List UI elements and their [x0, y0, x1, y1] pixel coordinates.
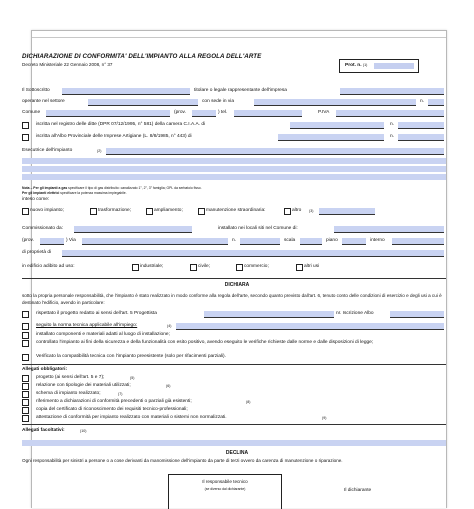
prov-field[interactable]	[192, 110, 216, 117]
dichiara-item-controllato	[22, 339, 446, 353]
tel-label: ) tel.	[218, 110, 228, 115]
ampliamento-label: ampliamento;	[154, 208, 183, 213]
dichiara-item-norma	[22, 323, 446, 331]
note-gas-bold: Nota – Per gli impianti a gas	[22, 186, 68, 190]
componenti-label: installato componenti e materiali adatti al luogo di installazione;	[36, 332, 170, 337]
note-elettrici-text: specificare la potenza massima impiegabile.	[59, 191, 127, 195]
responsabile-tecnico-label: Il responsabile tecnico	[202, 479, 248, 484]
altri-usi-label: altri usi	[304, 264, 320, 269]
allegato-relazione	[22, 383, 446, 390]
indirizzo-via-field[interactable]	[82, 238, 228, 245]
registro-n-label: n.	[390, 122, 395, 127]
note-gas	[22, 186, 202, 190]
form-title: DICHIARAZIONE DI CONFORMITA' DELL'IMPIANTO ALLA REGOLA DELL'ARTE	[22, 53, 262, 60]
scala-field[interactable]	[300, 238, 322, 245]
indirizzo-n-field[interactable]	[240, 238, 280, 245]
esecutrice-field-line4[interactable]	[22, 174, 446, 180]
sottoscritto-field[interactable]	[62, 88, 190, 95]
iscrizione-albo-field[interactable]	[390, 311, 444, 318]
proprieta-label: di proprietà di	[22, 250, 52, 255]
componenti-checkbox[interactable]	[22, 332, 29, 339]
dichiara-heading: DICHIARA	[224, 282, 250, 288]
allegato-riferimento-checkbox[interactable]	[22, 399, 29, 406]
albo-label: iscritta all'Albo Provinciale delle Imprese Artigiane (L. 8/8/1985, n° 443) di	[36, 134, 192, 139]
settore-field[interactable]	[88, 99, 198, 106]
allegato-relazione-label: relazione con tipologie dei materiali utilizzati;	[36, 383, 131, 388]
row-registro-ditte	[22, 122, 446, 130]
industriale-checkbox[interactable]	[132, 264, 139, 271]
facoltativi-ref: (10)	[80, 429, 87, 433]
controllato-checkbox[interactable]	[22, 340, 29, 347]
allegato-attestazione	[22, 415, 446, 422]
allegato-schema-ref: (7)	[118, 392, 123, 396]
albo-field[interactable]	[278, 134, 384, 141]
edificio-label: in edificio adibito ad uso:	[22, 264, 75, 269]
civico-field[interactable]	[428, 99, 444, 106]
divider-allegati	[22, 364, 446, 365]
protocol-ref: (1)	[362, 63, 368, 67]
allegato-attestazione-ref: (9)	[322, 416, 327, 420]
note-elettrici	[22, 191, 127, 195]
indirizzo-prov-field[interactable]	[40, 238, 64, 245]
declina-heading: DECLINA	[225, 450, 249, 456]
altri-usi-checkbox[interactable]	[296, 264, 303, 271]
declina-text: Ogni responsabilità per sinistri a persone o a cose derivanti da manomissione dell'impianto da parte di terzi ovvero da carenza di manutenzione o riparazione.	[22, 458, 343, 463]
prov-label: (prov.	[174, 110, 186, 115]
progettista-field[interactable]	[204, 311, 334, 318]
allegato-certificato-checkbox[interactable]	[22, 407, 29, 414]
protocol-number-field[interactable]	[374, 63, 414, 69]
allegato-schema-label: schema di impianto realizzato;	[36, 391, 101, 396]
piano-field[interactable]	[342, 238, 366, 245]
progetto-rispettato-label: rispettato il progetto redatto ai sensi dell'art. 5 Progettista	[36, 311, 157, 316]
comune-label: Comune	[22, 110, 41, 115]
interno-label: interno	[370, 238, 385, 243]
dichiara-item-progetto	[22, 311, 446, 319]
albo-n-label: n.	[390, 134, 395, 139]
row-operante	[22, 99, 446, 107]
sede-label: con sede in via	[202, 99, 234, 104]
allegato-schema-checkbox[interactable]	[22, 391, 29, 398]
proprieta-field[interactable]	[62, 250, 444, 257]
allegato-schema	[22, 391, 446, 398]
progetto-rispettato-checkbox[interactable]	[22, 311, 29, 318]
row-inteso	[22, 197, 446, 204]
scala-label: scala	[284, 238, 296, 243]
allegato-progetto-checkbox[interactable]	[22, 375, 29, 382]
row-esecutrice	[22, 148, 446, 156]
norma-tecnica-label: seguito la norma tecnica applicabile all'impiego:	[36, 323, 138, 328]
operante-label: operante nel settore	[22, 99, 65, 104]
piva-field[interactable]	[336, 110, 444, 117]
indirizzo-via-label: ) Via	[66, 238, 76, 243]
facoltativi-label: Allegati facoltativi:	[22, 428, 65, 433]
dichiara-item-componenti	[22, 332, 446, 339]
row-proprieta	[22, 250, 446, 258]
row-albo	[22, 134, 446, 142]
piva-label: P.IVA	[318, 110, 330, 115]
row-allegati-facoltativi	[22, 428, 446, 436]
installato-label: installato nei locali siti nel Comune di:	[218, 226, 298, 231]
responsabile-tecnico-box	[168, 474, 282, 509]
compatibilita-checkbox[interactable]	[22, 354, 29, 361]
dichiara-item-compatibilita	[22, 354, 446, 361]
registro-n-field[interactable]	[398, 122, 444, 129]
row-comune	[22, 110, 446, 118]
allegati-heading-row	[22, 367, 446, 374]
altro-ref: (3)	[309, 209, 314, 213]
civile-checkbox[interactable]	[190, 264, 197, 271]
ampliamento-checkbox[interactable]	[146, 208, 153, 215]
protocol-label: Prot. n.	[345, 63, 362, 68]
row-sottoscritto	[22, 88, 446, 96]
cciaa-field[interactable]	[290, 122, 384, 129]
nuovo-impianto-label: nuovo impianto;	[30, 208, 64, 213]
norma-tecnica-field[interactable]	[176, 323, 444, 330]
row-commissionato	[22, 226, 446, 234]
comune-field[interactable]	[46, 110, 170, 117]
row-indirizzo	[22, 238, 446, 246]
albo-n-field[interactable]	[398, 134, 444, 141]
row-uso-edificio	[22, 264, 446, 272]
allegato-riferimento-label: riferimento a dichiarazioni di conformità precedenti o parziali già esistenti;	[36, 399, 192, 404]
allegato-riferimento	[22, 399, 446, 406]
altro-field[interactable]	[319, 208, 375, 215]
protocol-box	[339, 59, 419, 73]
row-tipo-intervento	[22, 208, 446, 216]
commissionato-field[interactable]	[74, 226, 192, 233]
compatibilita-label: Verificato la compatibilità tecnica con l'impianto preesistente (solo per rifacimenti parziali).	[36, 354, 226, 359]
norma-tecnica-checkbox[interactable]	[22, 323, 29, 330]
registro-ditte-label: iscritta nel registro delle ditte (DPR 07/12/1995, n° 581) della camera C.I.A.A. di	[36, 122, 206, 127]
esecutrice-field-line2[interactable]	[22, 158, 446, 164]
altro-checkbox[interactable]	[284, 208, 291, 215]
via-field[interactable]	[254, 99, 416, 106]
allegato-progetto	[22, 375, 446, 382]
facoltativi-field[interactable]	[22, 440, 446, 446]
allegato-certificato-label: copia del certificato di riconoscimento dei requisiti tecnico-professionali;	[36, 407, 188, 412]
n-label: n.	[420, 99, 425, 104]
installato-comune-field[interactable]	[334, 226, 444, 233]
top-rule	[32, 37, 446, 38]
allegato-certificato	[22, 407, 446, 414]
note-elettrici-bold: Per gli impianti elettrici	[22, 191, 60, 195]
nuovo-impianto-checkbox[interactable]	[22, 208, 29, 215]
manutenzione-checkbox[interactable]	[198, 208, 205, 215]
altro-label: altro	[292, 208, 302, 213]
dichiara-text: sotto la propria personale responsabilità, che l'impianto è stato realizzato in modo conforme alla regola dell'arte, secondo quanto previsto dall'art. 6, tenuto conto delle condizioni di esercizio e degli usi a cui è destinato l'edificio, avendo in particolare:	[22, 293, 442, 305]
esecutrice-field[interactable]	[106, 148, 444, 155]
esecutrice-field-line3[interactable]	[22, 166, 446, 172]
titolare-label: titolare o legale rappresentante dell'impresa	[194, 88, 287, 93]
industriale-label: industriale;	[140, 264, 164, 269]
iscrizione-albo-label: nr. Iscrizione Albo	[336, 311, 374, 316]
manutenzione-label: manutenzione straordinaria:	[206, 208, 266, 213]
norma-tecnica-ref: (4)	[167, 324, 172, 328]
albo-checkbox[interactable]	[22, 134, 29, 141]
allegato-attestazione-label: attestazione di conformità per impianto realizzato con materiali o sistemi non normalizzati.	[36, 415, 227, 420]
registro-ditte-checkbox[interactable]	[22, 122, 29, 129]
allegato-riferimento-ref: (8)	[246, 400, 251, 404]
responsabile-tecnico-sub: (se diverso dal dichiarante)	[204, 487, 246, 491]
esecutrice-ref: (2)	[97, 149, 102, 153]
commercio-checkbox[interactable]	[236, 264, 243, 271]
allegato-progetto-ref: (5)	[130, 376, 135, 380]
sottoscritto-label: Il Sottoscritto	[22, 88, 50, 93]
controllato-label: controllato l'impianto ai fini della sicurezza e della funzionalità con esito positivo, avendo eseguito le verifiche richieste dalle norme e dalle disposizioni di legge;	[36, 340, 374, 345]
divider-dichiara	[22, 278, 446, 279]
form-subtitle: Decreto Ministeriale 22 Gennaio 2008, n° 37	[22, 62, 113, 67]
impresa-field[interactable]	[340, 88, 444, 95]
allegato-relazione-checkbox[interactable]	[22, 383, 29, 390]
indirizzo-prov-label: (prov.	[22, 238, 34, 243]
trasformazione-label: trasformazione;	[98, 208, 132, 213]
indirizzo-n-label: n.	[232, 238, 237, 243]
inteso-label: inteso come:	[22, 197, 50, 202]
piano-label: piano	[326, 238, 338, 243]
allegato-relazione-ref: (6)	[166, 384, 171, 388]
dichiarante-label: Il dichiarante	[344, 488, 372, 493]
trasformazione-checkbox[interactable]	[90, 208, 97, 215]
allegati-heading: Allegati obbligatori:	[22, 367, 68, 372]
divider-facoltativi	[22, 424, 446, 425]
note-gas-text: specificare il tipo di gas distribuito: canalizzato 1°, 2°, 3° famiglia; GPL da serbatoio fisso.	[67, 186, 202, 190]
esecutrice-label: Esecutrice dell'impianto	[22, 148, 73, 153]
commercio-label: commercio;	[244, 264, 269, 269]
civile-label: civile;	[198, 264, 210, 269]
tel-field[interactable]	[234, 110, 302, 117]
commissionato-label: Commissionato da:	[22, 226, 64, 231]
interno-field[interactable]	[392, 238, 444, 245]
allegato-progetto-label: progetto (ai sensi dell'art. 5 e 7);	[36, 375, 105, 380]
allegato-attestazione-checkbox[interactable]	[22, 415, 29, 422]
